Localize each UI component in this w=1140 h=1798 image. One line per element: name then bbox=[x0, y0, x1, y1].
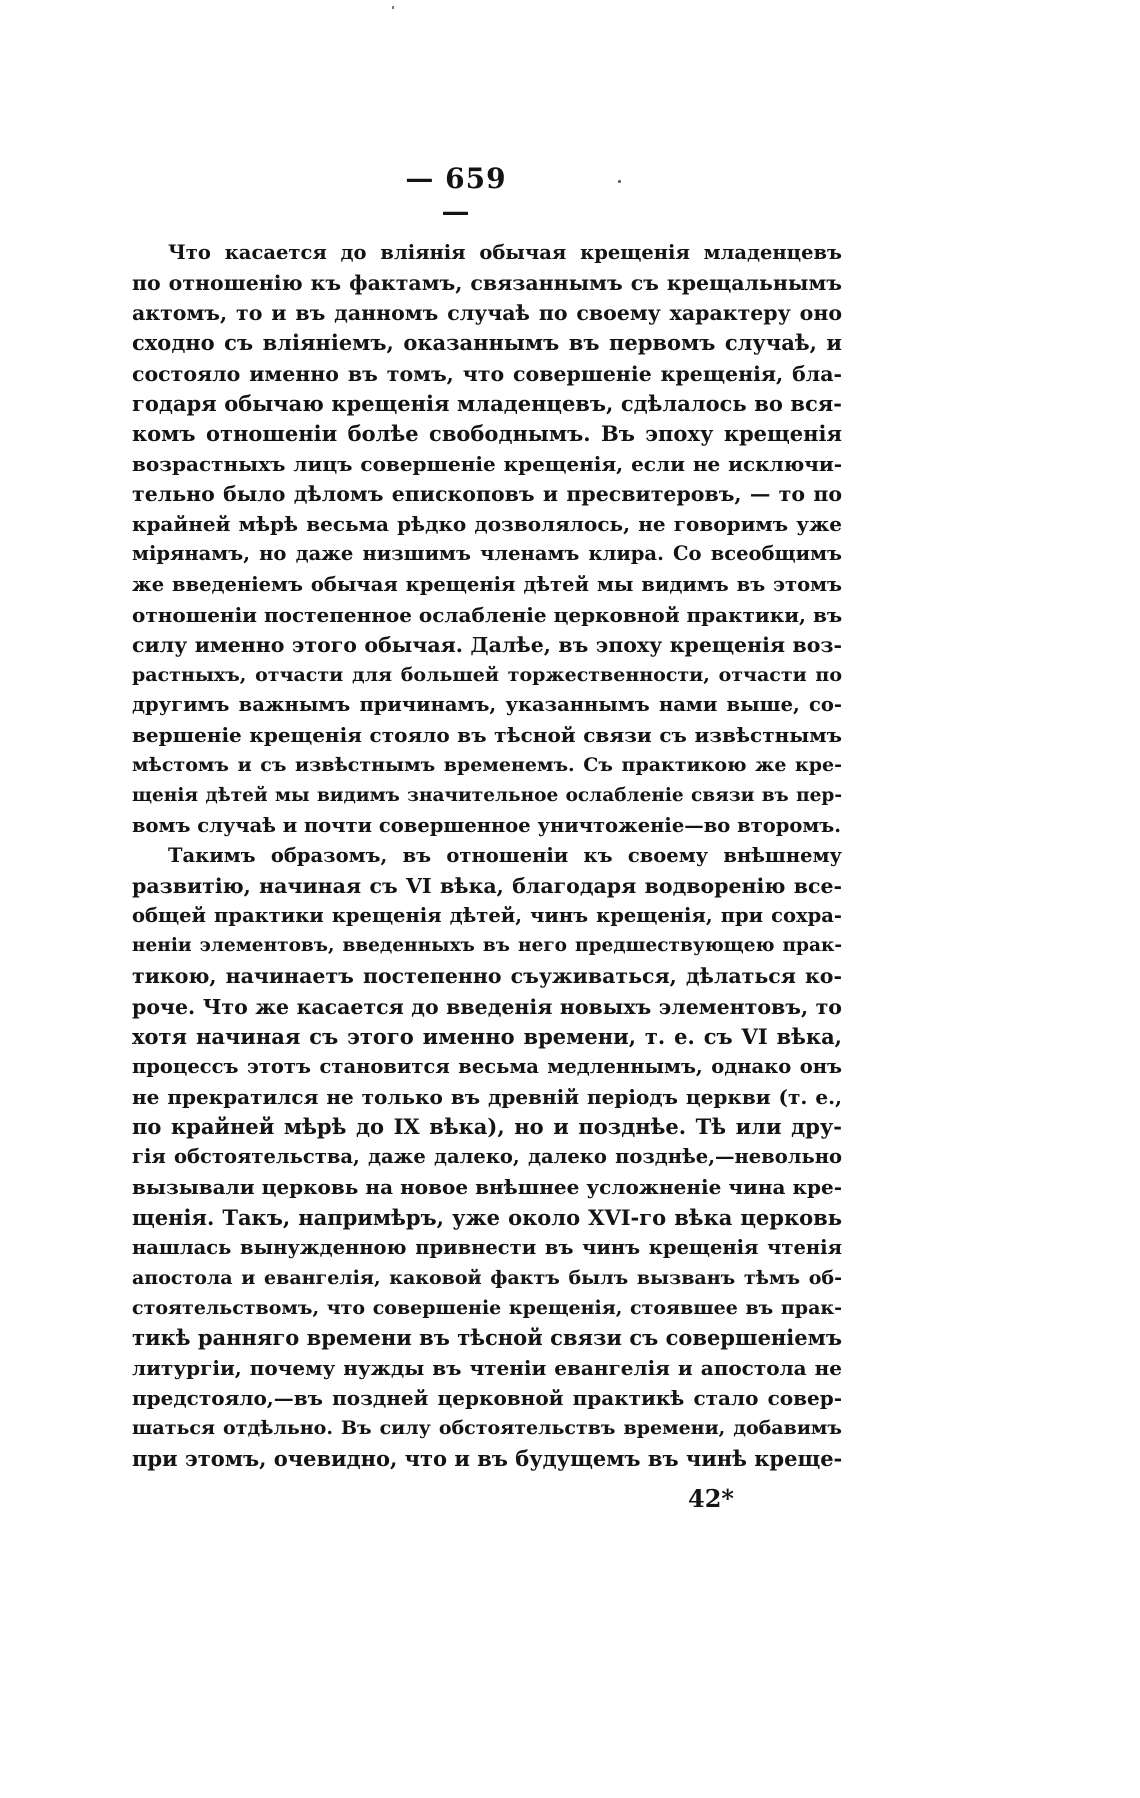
text-line: сходно съ вліяніемъ, оказаннымъ въ первомъ случаѣ, и bbox=[132, 330, 842, 356]
text-line: мірянамъ, но даже низшимъ членамъ клира. Со всеобщимъ bbox=[132, 542, 842, 566]
text-line: крайней мѣрѣ весьма рѣдко дозволялось, не говоримъ уже bbox=[132, 512, 842, 537]
text-line: процессъ этотъ становится весьма медленнымъ, однако онъ bbox=[132, 1054, 842, 1078]
text-line: апостола и евангелія, каковой фактъ былъ вызванъ тѣмъ об- bbox=[132, 1266, 842, 1289]
text-line: вомъ случаѣ и почти совершенное уничтоженіе—во второмъ. bbox=[132, 813, 842, 837]
text-line: Такимъ образомъ, въ отношеніи къ своему внѣшнему bbox=[168, 843, 842, 867]
text-line: вызывали церковь на новое внѣшнее усложненіе чина кре- bbox=[132, 1175, 842, 1200]
text-line: вершеніе крещенія стояло въ тѣсной связи съ извѣстнымъ bbox=[132, 723, 842, 748]
scan-speck bbox=[392, 6, 394, 9]
body-text bbox=[132, 238, 842, 1474]
text-line: при этомъ, очевидно, что и въ будущемъ въ чинѣ креще- bbox=[132, 1445, 843, 1471]
text-line: тикою, начинаетъ постепенно съуживаться, дѣлаться ко- bbox=[132, 964, 842, 989]
text-line: хотя начиная съ этого именно времени, т. е. съ VI вѣка, bbox=[132, 1023, 842, 1049]
text-line: состояло именно въ томъ, что совершеніе крещенія, бла- bbox=[132, 361, 842, 386]
text-line: по крайней мѣрѣ до IX вѣка), но и позднѣе. Тѣ или дру- bbox=[132, 1114, 842, 1140]
text-line: нашлась вынужденною привнести въ чинъ крещенія чтенія bbox=[132, 1235, 842, 1259]
text-line: стоятельствомъ, что совершеніе крещенія, стоявшее въ прак- bbox=[132, 1296, 842, 1319]
text-line: роче. Что же касается до введенія новыхъ элементовъ, то bbox=[132, 994, 842, 1019]
text-line: годаря обычаю крещенія младенцевъ, сдѣлалось во вся- bbox=[132, 390, 842, 416]
text-line: неніи элементовъ, введенныхъ въ него предшествующею прак- bbox=[132, 935, 842, 957]
text-line: возрастныхъ лицъ совершеніе крещенія, если не исключи- bbox=[132, 451, 842, 476]
text-line: отношеніи постепенное ослабленіе церковной практики, въ bbox=[132, 602, 843, 627]
page-number: — 659 — bbox=[405, 162, 507, 228]
text-line: другимъ важнымъ причинамъ, указаннымъ нами выше, со- bbox=[132, 693, 842, 717]
text-line: гія обстоятельства, даже далеко, далеко позднѣе,—невольно bbox=[132, 1145, 842, 1169]
text-line: щенія. Такъ, напримѣръ, уже около XVI-го вѣка церковь bbox=[132, 1204, 842, 1230]
signature-mark: 42* bbox=[688, 1484, 734, 1513]
text-line: мѣстомъ и съ извѣстнымъ временемъ. Съ практикою же кре- bbox=[132, 754, 842, 777]
text-line: комъ отношеніи болѣе свободнымъ. Въ эпоху крещенія bbox=[132, 420, 842, 446]
text-line: щенія дѣтей мы видимъ значительное ослабленіе связи въ пер- bbox=[132, 784, 842, 806]
text-line: общей практики крещенія дѣтей, чинъ крещенія, при сохра- bbox=[132, 904, 842, 928]
text-line: шаться отдѣльно. Въ силу обстоятельствъ времени, добавимъ bbox=[132, 1417, 842, 1440]
text-line: силу именно этого обычая. Далѣе, въ эпоху крещенія воз- bbox=[132, 632, 842, 657]
text-line: предстояло,—въ поздней церковной практикѣ стало совер- bbox=[132, 1386, 842, 1411]
text-line: по отношенію къ фактамъ, связаннымъ съ крещальнымъ bbox=[132, 271, 842, 296]
text-line: не прекратился не только въ древній періодъ церкви (т. е., bbox=[132, 1084, 842, 1109]
text-line: развитію, начиная съ VI вѣка, благодаря водворенію все- bbox=[132, 873, 842, 898]
text-line: Что касается до вліянія обычая крещенія младенцевъ bbox=[168, 241, 842, 264]
text-line: литургіи, почему нужды въ чтеніи евангелія и апостола не bbox=[132, 1356, 842, 1381]
scan-speck bbox=[618, 180, 621, 183]
text-line: растныхъ, отчасти для большей торжественности, отчасти по bbox=[132, 663, 842, 686]
text-line: тикѣ ранняго времени въ тѣсной связи съ совершеніемъ bbox=[132, 1325, 842, 1351]
text-line: же введеніемъ обычая крещенія дѣтей мы видимъ въ этомъ bbox=[132, 572, 842, 596]
text-line: актомъ, то и въ данномъ случаѣ по своему характеру оно bbox=[132, 301, 842, 326]
text-line: тельно было дѣломъ епископовъ и пресвитеровъ, — то по bbox=[132, 482, 842, 507]
